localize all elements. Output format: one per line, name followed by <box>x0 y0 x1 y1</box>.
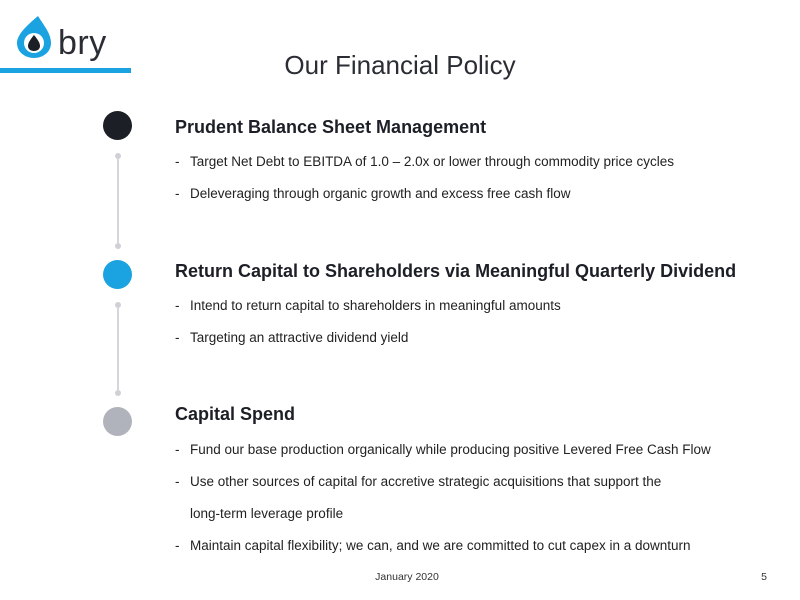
timeline-line <box>117 159 119 243</box>
timeline-dot-blue <box>103 260 132 289</box>
logo-wordmark: bry <box>58 24 107 62</box>
bullet-item <box>175 186 775 202</box>
section-heading: Return Capital to Shareholders via Meaningful Quarterly Dividend <box>175 261 737 281</box>
bullet-marker: - <box>175 298 180 313</box>
bullet-list <box>175 442 775 554</box>
section-capital-spend <box>175 403 775 554</box>
bullet-item <box>175 154 775 170</box>
bullet-marker: - <box>175 538 180 553</box>
bullet-text: Intend to return capital to shareholders in meaningful amounts <box>190 298 561 313</box>
bullet-item <box>175 538 775 554</box>
bullet-text: Use other sources of capital for accretive strategic acquisitions that support the <box>190 474 662 489</box>
section-heading: Capital Spend <box>175 404 296 424</box>
bullet-item <box>175 442 775 458</box>
bullet-text: Target Net Debt to EBITDA of 1.0 – 2.0x or lower through commodity price cycles <box>190 154 674 169</box>
bullet-marker: - <box>175 442 180 457</box>
bullet-marker: - <box>175 330 180 345</box>
bullet-continuation-text: long-term leverage profile <box>190 506 344 521</box>
page-title: Our Financial Policy <box>284 50 516 81</box>
timeline-dot-dark <box>103 111 132 140</box>
bullet-list <box>175 298 775 346</box>
page-number: 5 <box>761 571 767 583</box>
section-heading: Prudent Balance Sheet Management <box>175 117 487 137</box>
bullet-text: Fund our base production organically while producing positive Levered Free Cash Flow <box>190 442 711 457</box>
timeline-line <box>117 308 119 390</box>
bullet-marker: - <box>175 474 180 489</box>
section-return-capital <box>175 260 775 346</box>
bullet-text: Maintain capital flexibility; we can, and we are committed to cut capex in a downturn <box>190 538 691 553</box>
bullet-item <box>175 298 775 314</box>
bullet-item <box>175 474 775 522</box>
bullet-marker: - <box>175 186 180 201</box>
timeline-connector-dot <box>115 390 121 396</box>
bullet-marker: - <box>175 154 180 169</box>
bullet-text: Targeting an attractive dividend yield <box>190 330 409 345</box>
bullet-text: Deleveraging through organic growth and excess free cash flow <box>190 186 571 201</box>
bullet-list <box>175 154 775 202</box>
timeline-dot-gray <box>103 407 132 436</box>
footer-date: January 2020 <box>375 571 439 583</box>
section-balance-sheet <box>175 116 775 202</box>
timeline-connector-dot <box>115 243 121 249</box>
bullet-item <box>175 330 775 346</box>
